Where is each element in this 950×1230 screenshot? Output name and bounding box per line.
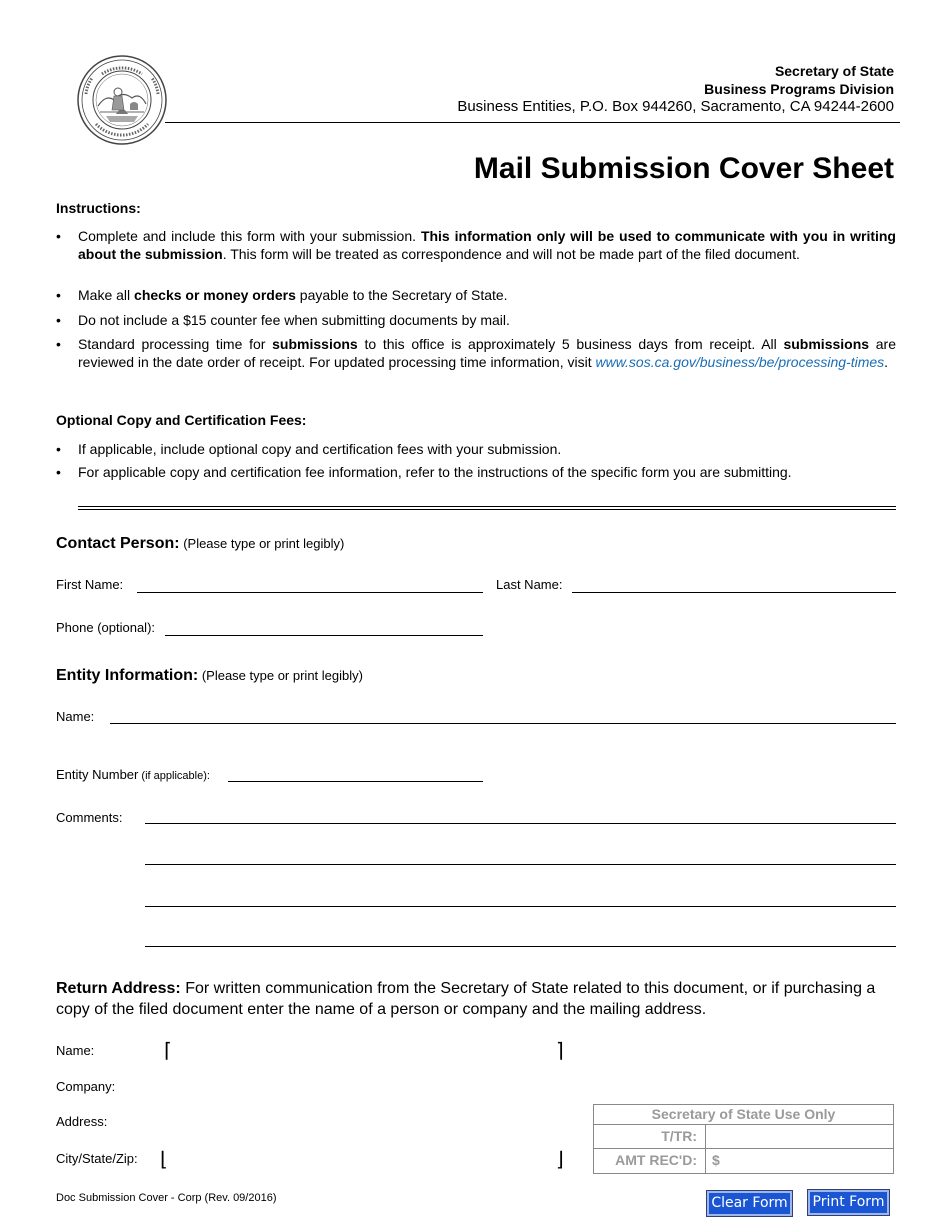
entity-number-field[interactable]	[228, 781, 483, 782]
return-address-title: Return Address:	[56, 980, 181, 997]
return-city-label: City/State/Zip:	[56, 1151, 138, 1166]
entity-number-text: Entity Number	[56, 767, 139, 782]
entity-number-label	[56, 767, 210, 782]
clear-form-button[interactable]: Clear Form	[707, 1191, 792, 1216]
bullet-dot: •	[56, 287, 61, 303]
entity-heading	[56, 667, 363, 685]
return-company-label: Company:	[56, 1079, 116, 1094]
fees-2-text: For applicable copy and certification fee information, refer to the instructions of the specific form you are submitting.	[78, 464, 792, 480]
return-address-heading	[56, 978, 896, 1020]
instruction-2-text-end: payable to the Secretary of State.	[295, 287, 508, 303]
return-name-label: Name:	[56, 1043, 95, 1058]
address-box-corner-tl: ⌈	[164, 1038, 172, 1062]
sos-use-only-box	[593, 1104, 894, 1174]
agency-address: Business Entities, P.O. Box 944260, Sacramento, CA 94244-2600	[457, 98, 894, 115]
return-address-input-area[interactable]	[172, 1042, 554, 1168]
contact-heading	[56, 535, 344, 553]
comments-line-2[interactable]	[145, 864, 896, 865]
instruction-2-bold: checks or money orders	[134, 287, 296, 303]
division-name: Business Programs Division	[704, 81, 894, 97]
instruction-item-1	[56, 227, 896, 263]
instruction-4-period: .	[884, 354, 889, 370]
comments-line-3[interactable]	[145, 906, 896, 907]
entity-heading-text: Entity Information:	[56, 667, 199, 684]
comments-line-4[interactable]	[145, 946, 896, 947]
instruction-1-text-end: . This form will be treated as correspondence and will not be made part of the filed document.	[222, 246, 800, 262]
fees-heading: Optional Copy and Certification Fees:	[56, 412, 307, 428]
contact-heading-text: Contact Person:	[56, 535, 180, 552]
instruction-item-3	[56, 311, 896, 329]
address-box-corner-br: ⌋	[556, 1147, 564, 1171]
entity-name-field[interactable]	[110, 723, 896, 724]
sos-amt-row	[594, 1149, 893, 1173]
sos-ttr-label: T/TR:	[594, 1125, 706, 1148]
instruction-2-text: Make all	[78, 287, 135, 303]
instruction-1-bold: This information only will be used to communicate with you in writing about the submission	[78, 228, 896, 262]
address-box-corner-bl: ⌊	[160, 1147, 168, 1171]
last-name-field[interactable]	[572, 592, 896, 593]
fees-item-2	[56, 463, 896, 481]
return-address-text: For written communication from the Secretary of State related to this document, or if purchasing a copy of the filed document enter the name of a person or company and the mailing address.	[56, 980, 876, 1018]
bullet-dot: •	[56, 336, 61, 352]
fees-item-1	[56, 440, 896, 458]
bullet-dot: •	[56, 441, 61, 457]
entity-note: (Please type or print legibly)	[198, 668, 363, 683]
contact-note: (Please type or print legibly)	[179, 536, 345, 551]
print-form-button[interactable]: Print Form	[808, 1190, 889, 1215]
first-name-label: First Name:	[56, 577, 124, 592]
bullet-dot: •	[56, 312, 61, 328]
sos-amt-value: $	[712, 1152, 720, 1168]
instruction-4-text-mid: to this office is approximately 5 business days from receipt. All	[357, 336, 784, 352]
agency-name: Secretary of State	[774, 63, 894, 79]
agency-header	[457, 62, 894, 116]
instruction-3-text: Do not include a $15 counter fee when submitting documents by mail.	[78, 312, 510, 328]
instruction-4-bold-2: submissions	[783, 336, 870, 352]
sos-amt-label: AMT REC'D:	[594, 1149, 706, 1173]
entity-number-note: (if applicable):	[138, 770, 210, 782]
sos-ttr-value	[706, 1125, 893, 1148]
last-name-label: Last Name:	[496, 577, 563, 592]
processing-times-link[interactable]: www.sos.ca.gov/business/be/processing-times	[595, 354, 885, 370]
bullet-dot: •	[56, 228, 61, 244]
sos-use-only-title: Secretary of State Use Only	[594, 1105, 893, 1125]
address-box-corner-tr: ⌉	[556, 1038, 564, 1062]
instruction-item-2	[56, 286, 896, 304]
instruction-1-text: Complete and include this form with your submission.	[78, 228, 421, 244]
section-divider	[78, 506, 896, 507]
first-name-field[interactable]	[137, 592, 483, 593]
california-seal-icon	[76, 54, 168, 146]
instructions-heading: Instructions:	[56, 200, 141, 216]
bullet-dot: •	[56, 464, 61, 480]
instruction-item-4	[56, 335, 896, 371]
return-address-label: Address:	[56, 1114, 108, 1129]
instruction-4-bold: submissions	[272, 336, 358, 352]
comments-label: Comments:	[56, 810, 123, 825]
header-rule	[165, 122, 900, 123]
section-divider-2	[78, 509, 896, 510]
page-title: Mail Submission Cover Sheet	[473, 152, 894, 185]
instruction-4-text-end: are reviewed in the date order of receipt. For updated processing time information, visit	[78, 336, 897, 370]
sos-ttr-row	[594, 1125, 893, 1149]
comments-line-1[interactable]	[145, 823, 896, 824]
entity-name-label: Name:	[56, 709, 95, 724]
form-revision-footer: Doc Submission Cover - Corp (Rev. 09/2016)	[56, 1192, 277, 1204]
fees-1-text: If applicable, include optional copy and certification fees with your submission.	[78, 441, 562, 457]
phone-label: Phone (optional):	[56, 620, 156, 635]
phone-field[interactable]	[165, 635, 483, 636]
instruction-4-text: Standard processing time for	[78, 336, 273, 352]
